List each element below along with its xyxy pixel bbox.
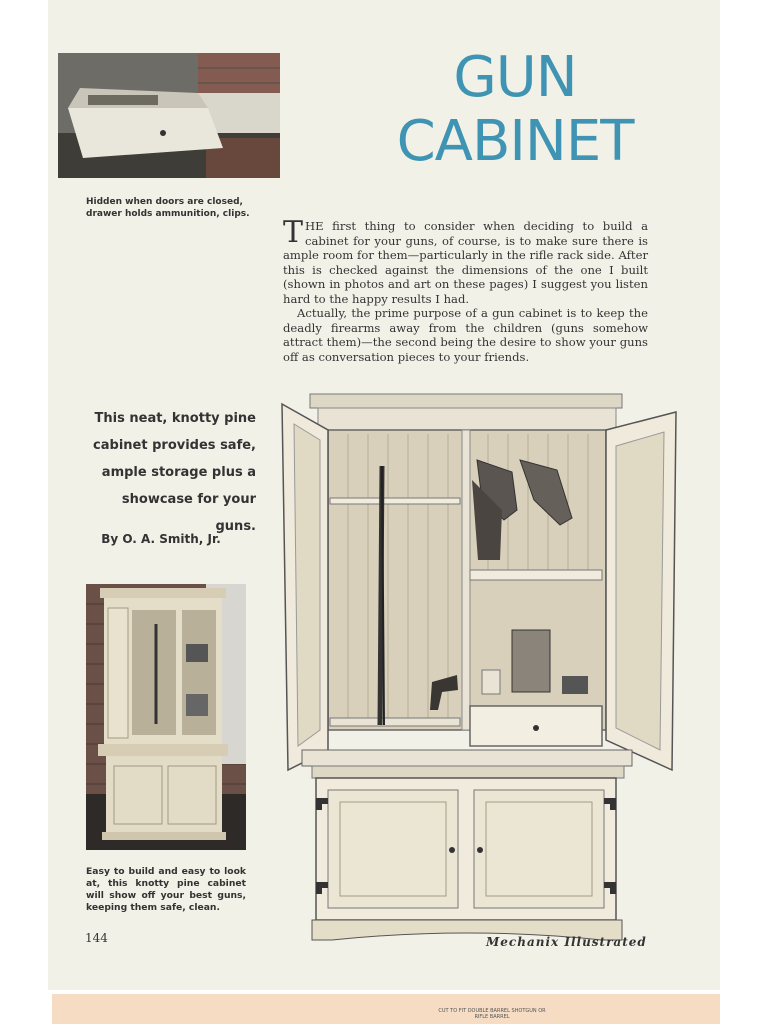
bottom-strip: [52, 994, 720, 1024]
page-number: 144: [85, 931, 108, 945]
drawer-photo: [58, 53, 280, 178]
drawer-photo-caption: Hidden when doors are closed, drawer holds ammunition, clips.: [86, 197, 250, 219]
paragraph-1-text: HE first thing to consider when deciding to build a cabinet for your guns, of course, is to make sure there is ample room for them—particularly in the rifle rack side. After this is checked against the dimensions of the one I built (shown in photos and art on these pages) I suggest you listen hard to the happy results I had.: [283, 219, 648, 306]
article-paragraph-2: Actually, the prime purpose of a gun cabinet is to keep the deadly firearms away from the children (guns somehow attract them)—the second being the desire to show your guns off as conversation pieces to your friends.: [283, 306, 648, 364]
article-paragraph-1: [283, 215, 648, 306]
title-line-1: GUN: [453, 45, 577, 110]
drop-cap: T: [283, 215, 304, 250]
article-tagline: This neat, knotty pine cabinet provides safe, ample storage plus a showcase for your guns.: [93, 411, 256, 534]
article-byline: By O. A. Smith, Jr.: [101, 532, 221, 546]
article-title: [350, 46, 680, 174]
cabinet-room-photo: [86, 584, 246, 850]
gun-cabinet-illustration: [272, 390, 682, 945]
strip-note: CUT TO FIT DOUBLE BARREL SHOTGUN OR RIFLE BARREL: [438, 1008, 546, 1020]
title-line-2: CABINET: [396, 109, 634, 174]
article-body: [283, 215, 648, 364]
magazine-name: Mechanix Illustrated: [486, 935, 647, 949]
cabinet-room-photo-caption: Easy to build and easy to look at, this knotty pine cabinet will show off your best guns, keeping them safe, clean.: [86, 866, 246, 913]
